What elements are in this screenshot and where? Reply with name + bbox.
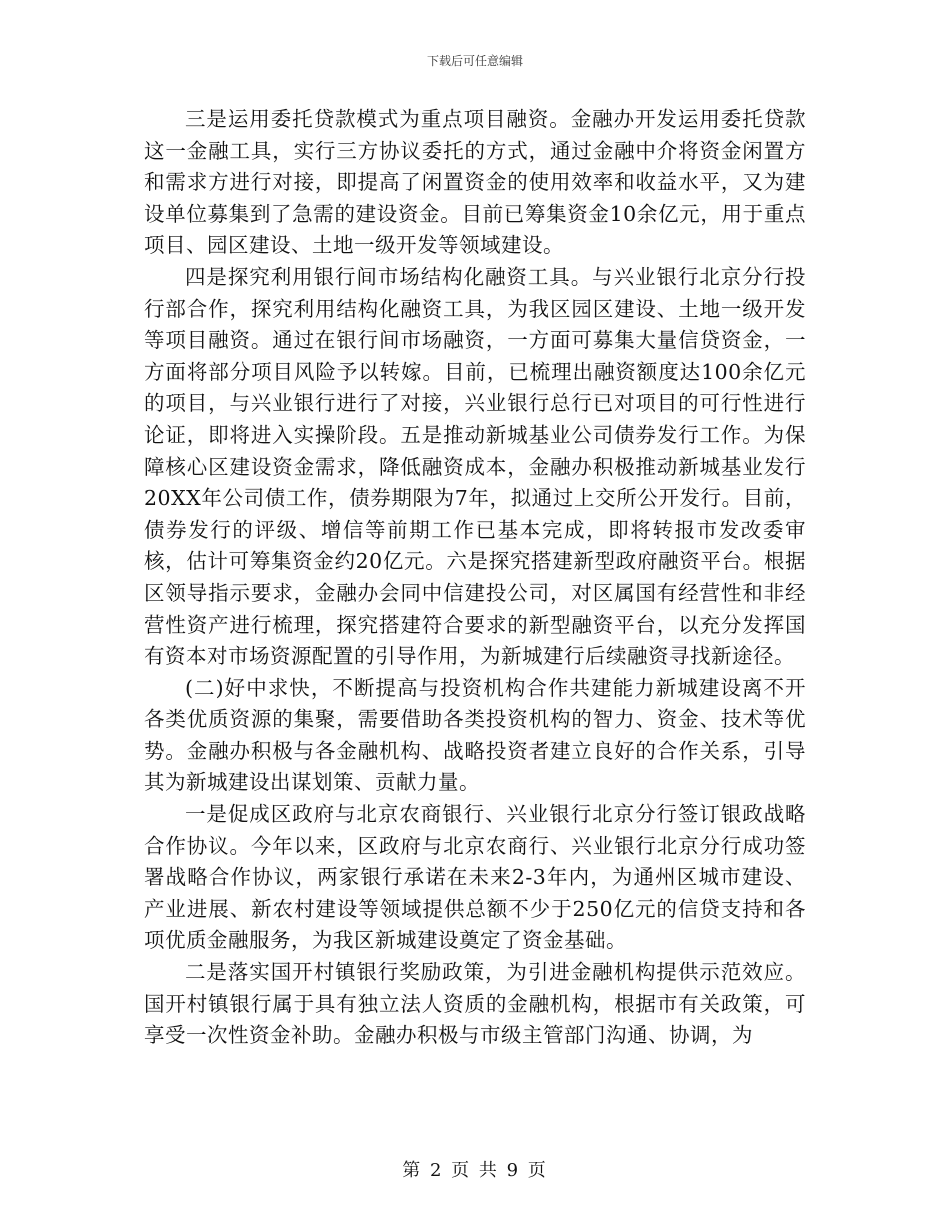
paragraph-2: 四是探究利用银行间市场结构化融资工具。与兴业银行北京分行投行部合作，探究利用结构化融资工具，为我区园区建设、土地一级开发等项目融资。通过在银行间市场融资，一方面可募集大量信贷资金，一方面将部分项目风险予以转嫁。目前，已梳理出融资额度达100余亿元的项目，与兴业银行进行了对接，兴业银行总行已对项目的可行性进行论证，即将进入实操阶段。五是推动新城基业公司债券发行工作。为保障核心区建设资金需求，降低融资成本，金融办积极推动新城基业发行20XX年公司债工作，债券期限为7年，拟通过上交所公开发行。目前，债券发行的评级、增信等前期工作已基本完成，即将转报市发改委审核，估计可筹集资金约20亿元。六是探究搭建新型政府融资平台。根据区领导指示要求，金融办会同中信建投公司，对区属国有经营性和非经营性资产进行梳理，探究搭建符合要求的新型融资平台，以充分发挥国有资本对市场资源配置的引导作用，为新城建行后续融资寻找新途径。 bbox=[144, 264, 806, 669]
page-header-note: 下载后可任意编辑 bbox=[426, 54, 523, 68]
paragraph-5: 二是落实国开村镇银行奖励政策，为引进金融机构提供示范效应。国开村镇银行属于具有独立法人资质的金融机构，根据市有关政策，可享受一次性资金补助。金融办积极与市级主管部门沟通、协调，为 bbox=[144, 960, 806, 1048]
paragraph-3: (二)好中求快，不断提高与投资机构合作共建能力新城建设离不开各类优质资源的集聚，需要借助各类投资机构的智力、资金、技术等优势。金融办积极与各金融机构、战略投资者建立良好的合作关系，引导其为新城建设出谋划策、贡献力量。 bbox=[144, 675, 806, 795]
paragraph-4: 一是促成区政府与北京农商银行、兴业银行北京分行签订银政战略合作协议。今年以来，区政府与北京农商行、兴业银行北京分行成功签署战略合作协议，两家银行承诺在未来2-3年内，为通州区城市建设、产业进展、新农村建设等领域提供总额不少于250亿元的信贷支持和各项优质金融服务，为我区新城建设奠定了资金基础。 bbox=[144, 802, 806, 953]
paragraph-1: 三是运用委托贷款模式为重点项目融资。金融办开发运用委托贷款这一金融工具，实行三方协议委托的方式，通过金融中介将资金闲置方和需求方进行对接，即提高了闲置资金的使用效率和收益水平，又为建设单位募集到了急需的建设资金。目前已筹集资金10余亿元，用于重点项目、园区建设、土地一级开发等领域建设。 bbox=[144, 107, 806, 258]
page-number: 第 2 页 共 9 页 bbox=[402, 1160, 548, 1181]
document-body bbox=[144, 104, 806, 1052]
